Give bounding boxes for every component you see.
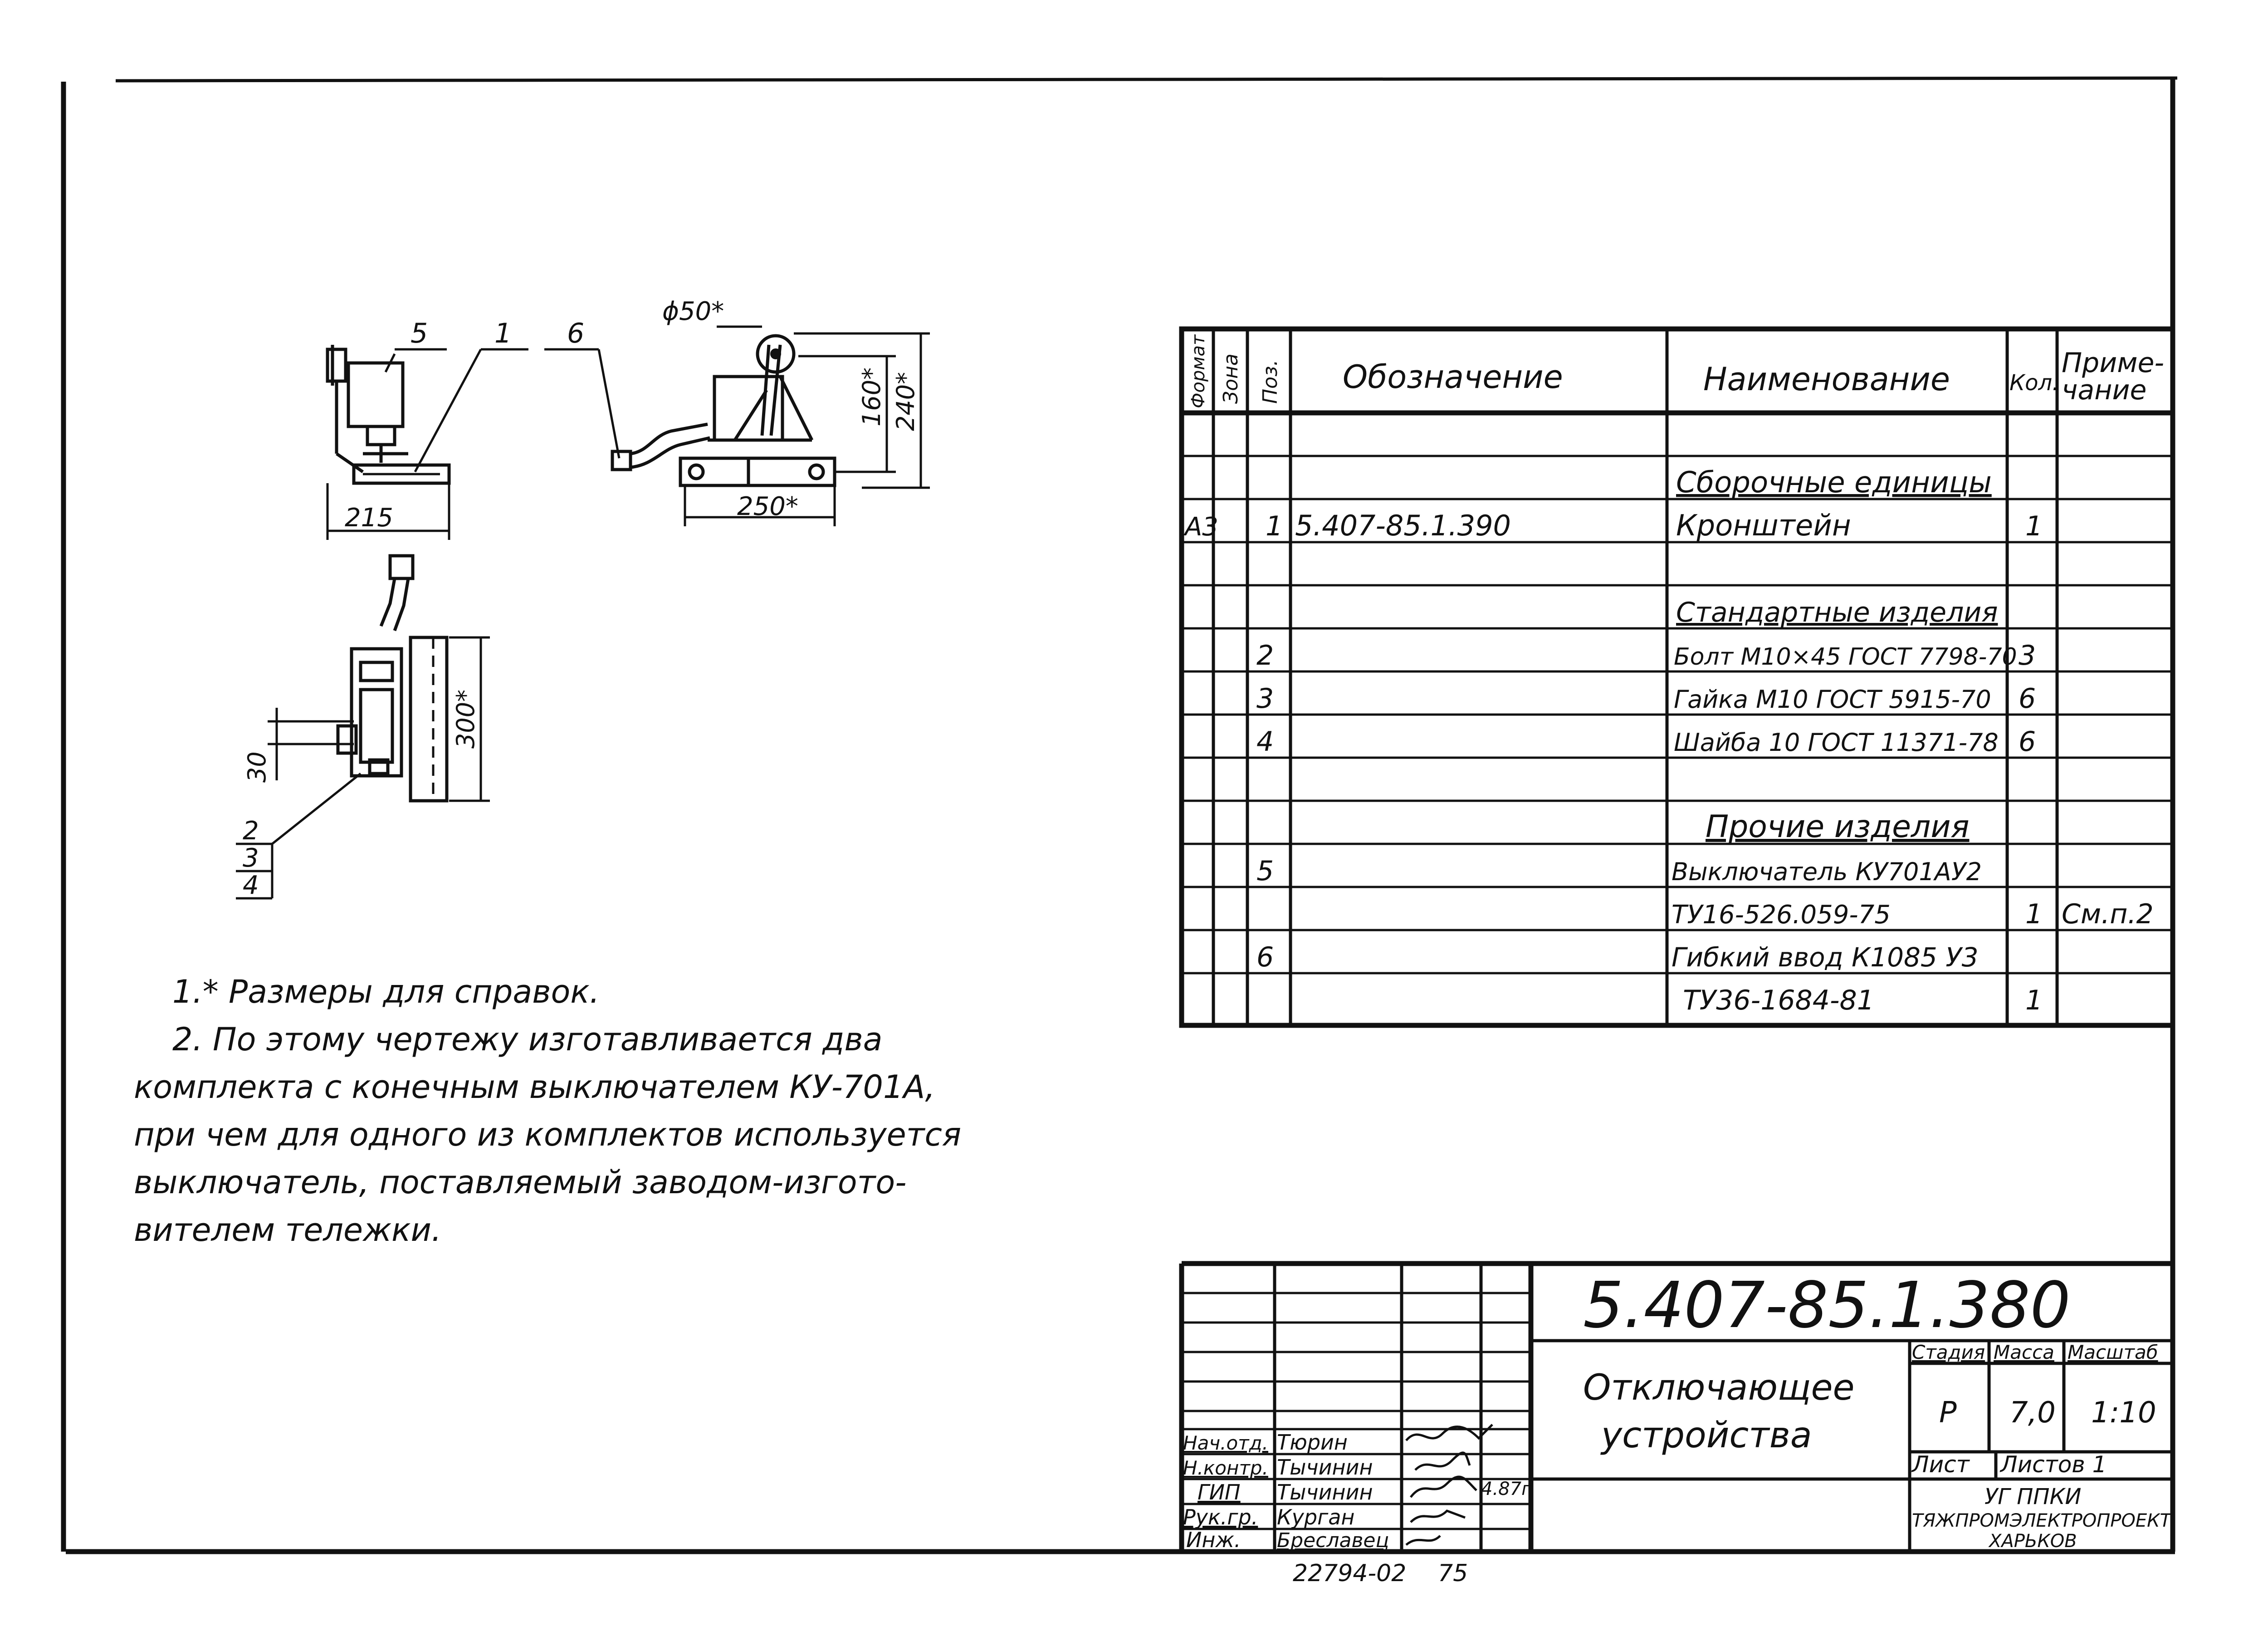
note-line-1: 1.* Размеры для справок. [172,973,600,1010]
row-pos: 5 [1256,855,1274,887]
spec-row [1256,640,2036,671]
doc-title-line-2: устройства [1601,1415,1812,1456]
dim-240: 240* [891,372,920,431]
row-pos: 2 [1256,640,1274,671]
stage-label: Стадия [1912,1341,1985,1363]
signer-role: Инж. [1186,1528,1241,1552]
spec-row [1683,985,2043,1016]
row-qty: 1 [2025,898,2043,930]
signer-row [1183,1455,1373,1479]
row-name: ТУ16-526.059-75 [1672,900,1891,930]
row-name: Выключатель КУ701АУ2 [1672,857,1982,886]
spec-table [1182,329,2173,1025]
signer-row [1186,1528,1389,1552]
archive-number: 22794-02 [1293,1560,1407,1587]
callout-2: 2 [243,816,259,846]
spec-header-qty: Кол. [2009,370,2059,396]
row-name: Кронштейн [1676,509,1851,543]
org-line-3: ХАРЬКОВ [1989,1531,2077,1552]
row-name: Болт М10×45 ГОСТ 7798-70 [1674,643,2017,671]
row-pos: 4 [1256,726,1274,758]
row-qty: 6 [2019,683,2036,715]
spec-row [1256,855,1982,887]
spec-header-designation: Обозначение [1343,358,1563,396]
signer-row [1183,1505,1355,1529]
spec-header-name: Наименование [1703,361,1950,398]
note-line-6: вителем тележки. [134,1211,442,1249]
signer-row [1198,1480,1373,1504]
note-line-4: при чем для одного из комплектов используется [134,1116,962,1153]
spec-header-zone: Зона [1219,353,1242,404]
doc-number: 5.407-85.1.380 [1583,1269,2071,1342]
org-line-2: ТЯЖПРОМЭЛЕКТРОПРОЕКТ [1912,1510,2171,1531]
row-qty: 6 [2019,726,2036,758]
spec-row [1256,683,2036,715]
side-view [327,318,528,540]
row-name: Прочие изделия [1706,809,1970,845]
row-format: А3 [1185,512,1218,542]
dim-300: 300* [451,689,480,749]
sign-date: 4.87г [1481,1479,1531,1499]
row-name: ТУ36-1684-81 [1683,985,1874,1016]
signer-role: Н.контр. [1183,1457,1268,1479]
row-name: Сборочные единицы [1676,466,1992,500]
mass-value: 7,0 [2009,1396,2056,1430]
position-label-5: 5 [411,318,428,349]
sheets-label: Листов 1 [2000,1451,2107,1478]
diameter-50: ϕ50* [662,297,724,326]
signer-role: Рук.гр. [1183,1505,1258,1529]
title-block [1182,1264,2173,1552]
row-name: Шайба 10 ГОСТ 11371-78 [1674,728,1999,757]
notes-block [134,973,961,1249]
doc-title-line-1: Отключающее [1583,1367,1855,1408]
sheet-label: Лист [1912,1451,1970,1478]
signer-name: Тюрин [1277,1430,1348,1455]
position-label-1: 1 [494,318,512,349]
note-line-3: комплекта с конечным выключателем КУ-701А, [134,1068,935,1106]
plan-view [236,556,490,900]
mass-label: Масса [1994,1341,2054,1363]
signer-name: Тычинин [1277,1455,1373,1479]
signer-name: Бреславец [1277,1529,1389,1552]
row-designation: 5.407-85.1.390 [1295,509,1511,542]
scale-value: 1:10 [2091,1396,2156,1430]
note-line-2: 2. По этому чертежу изготавливается два [172,1021,883,1058]
spec-row [1672,898,2154,930]
spec-row [1676,466,1992,500]
row-pos: 1 [1266,510,1283,542]
spec-header-note-2: чание [2062,374,2147,406]
dim-30: 30 [243,751,271,783]
spec-row [1676,597,1998,628]
dim-160: 160* [857,367,886,426]
spec-row [1256,726,2036,758]
stage-value: Р [1939,1396,1957,1430]
dim-250: 250* [737,492,798,521]
row-note: См.п.2 [2062,898,2154,930]
row-qty: 1 [2025,985,2043,1016]
spec-header-pos: Поз. [1259,359,1282,404]
spec-header-format: Формат [1188,334,1209,408]
row-qty: 1 [2025,510,2043,542]
callout-3: 3 [243,843,259,873]
signer-name: Тычинин [1277,1480,1373,1504]
row-qty: 3 [2019,640,2036,671]
spec-header-note-1: Приме- [2062,347,2165,379]
dim-215: 215 [345,503,393,533]
org-line-1: УГ ППКИ [1984,1484,2082,1509]
signer-row [1183,1430,1348,1455]
spec-row [1706,809,1970,845]
spec-row [1256,941,1979,973]
signer-role: ГИП [1198,1480,1241,1504]
row-name: Гайка М10 ГОСТ 5915-70 [1674,685,1991,714]
position-label-6: 6 [567,318,585,349]
signer-name: Курган [1277,1505,1355,1529]
callout-4: 4 [243,871,259,900]
front-view [544,297,930,526]
page-number: 75 [1438,1560,1468,1587]
signatures [1406,1425,1531,1545]
footer [1293,1560,1468,1587]
scale-label: Масштаб [2068,1341,2158,1363]
spec-row [1183,509,2043,543]
row-pos: 6 [1256,941,1274,973]
row-name: Стандартные изделия [1676,597,1998,628]
row-name: Гибкий ввод К1085 У3 [1672,942,1979,973]
note-line-5: выключатель, поставляемый заводом-изгото- [134,1164,907,1201]
signer-role: Нач.отд. [1183,1432,1269,1454]
row-pos: 3 [1256,683,1274,715]
